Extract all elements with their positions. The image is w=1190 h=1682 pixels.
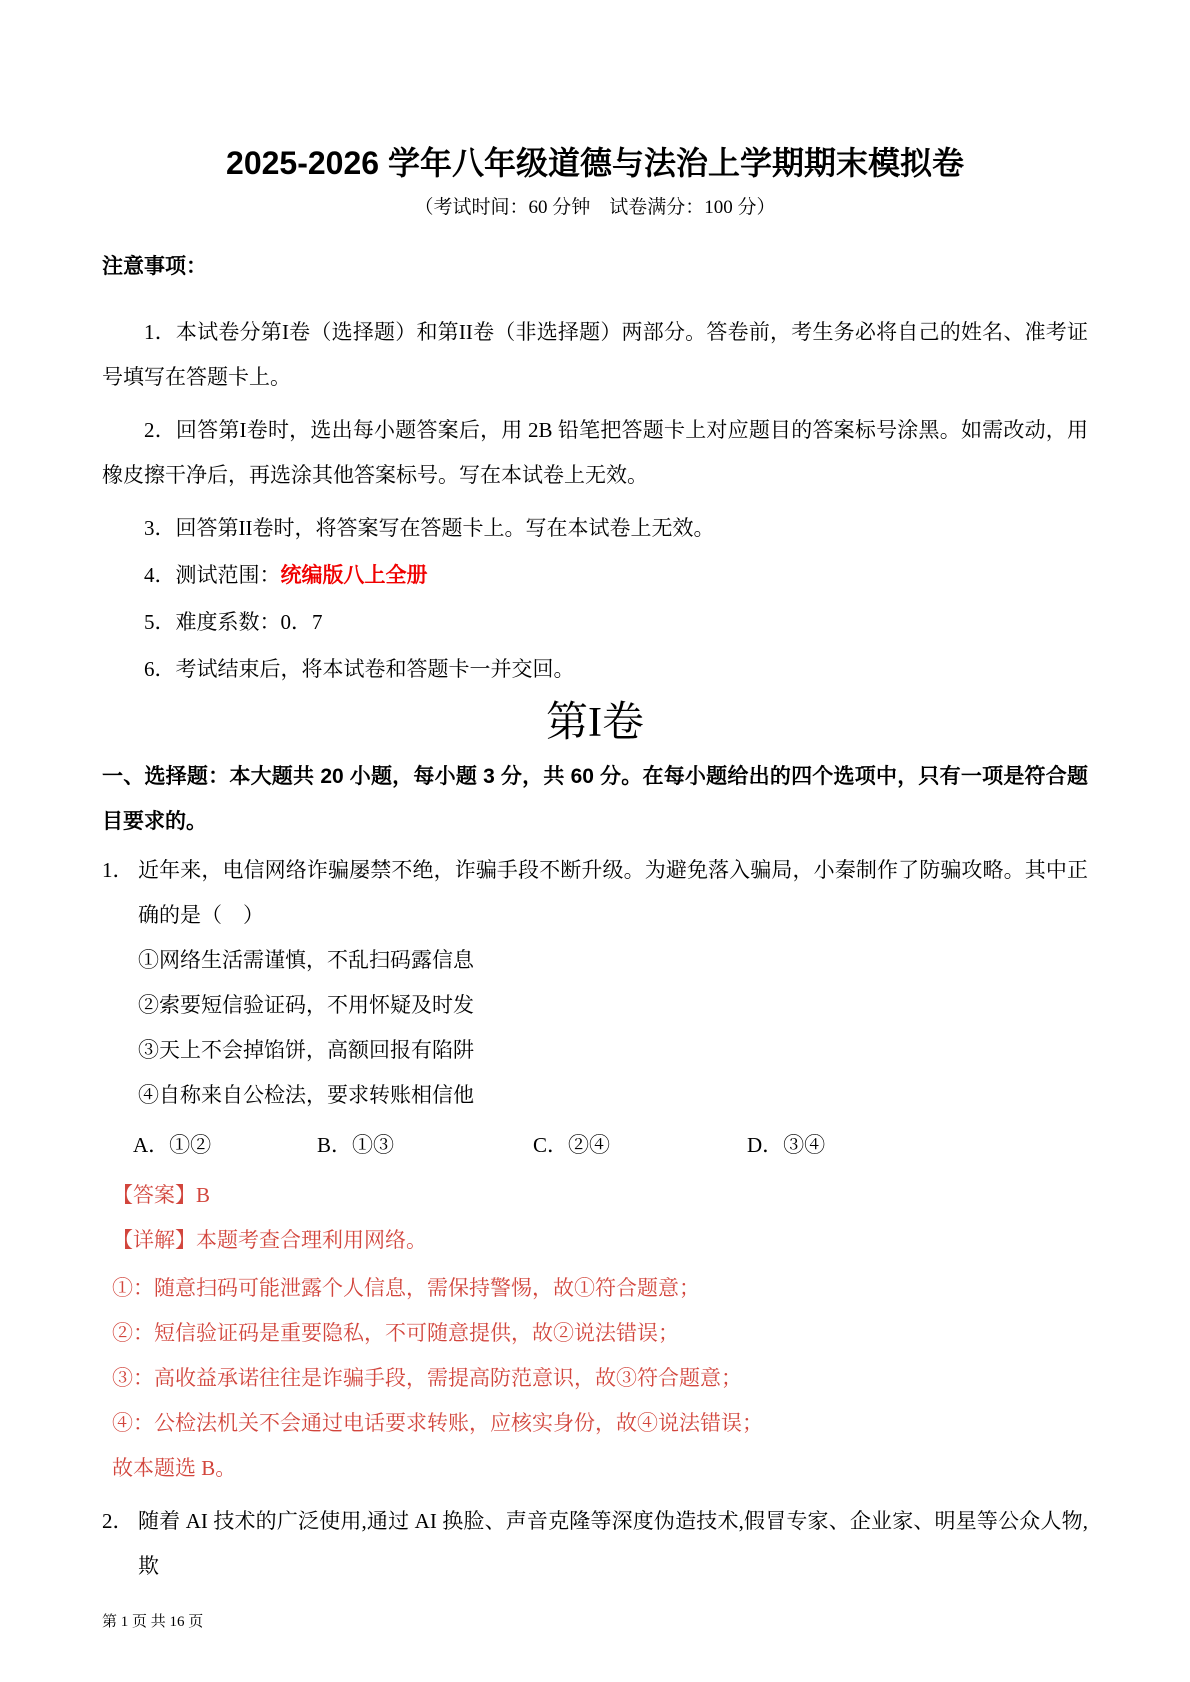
- analysis-line: [102, 1218, 1088, 1263]
- notice-label: 注意事项：: [102, 255, 207, 278]
- volume-heading: 第I卷: [546, 700, 644, 746]
- question-1-stem: [102, 848, 1088, 938]
- analysis-point-2: ②：短信验证码是重要隐私，不可随意提供，故②说法错误；: [112, 1321, 679, 1345]
- section-instructions: 一、选择题：本大题共 20 小题，每小题 3 分，共 60 分。在每小题给出的四个选项中，只有一项是符合题目要求的。: [102, 765, 1088, 833]
- page-title: 2025-2026 学年八年级道德与法治上学期期末模拟卷: [226, 145, 964, 181]
- page-footer: 第 1 页 共 16 页: [102, 1614, 204, 1630]
- exam-subtitle: （考试时间：60 分钟 试卷满分：100 分）: [414, 197, 776, 218]
- question-1-statement-4: ④自称来自公检法，要求转账相信他: [138, 1083, 474, 1107]
- analysis-intro: 本题考查合理利用网络。: [196, 1228, 427, 1252]
- analysis-conclusion: 故本题选 B。: [112, 1456, 237, 1480]
- analysis-point-3: ③：高收益承诺往往是诈骗手段，需提高防范意识，故③符合题意；: [112, 1366, 742, 1390]
- page-content: [102, 0, 1088, 1589]
- answer-line: [102, 1173, 1088, 1218]
- question-1-text: 近年来，电信网络诈骗屡禁不绝，诈骗手段不断升级。为避免落入骗局，小秦制作了防骗攻略。其中正确的是（ ）: [138, 858, 1088, 927]
- exam-scope-highlight: 统编版八上全册: [280, 563, 428, 587]
- choice-d: D．③④: [747, 1133, 826, 1157]
- question-2-text: 随着 AI 技术的广泛使用,通过 AI 换脸、声音克隆等深度伪造技术,假冒专家、企业家、明星等公众人物,欺: [138, 1509, 1088, 1578]
- question-1-statement-2: ②索要短信验证码，不用怀疑及时发: [138, 993, 474, 1017]
- notice-item-6: 6．考试结束后，将本试卷和答题卡一并交回。: [144, 657, 575, 681]
- notice-item-4-prefix: 4．测试范围：: [144, 563, 281, 587]
- notice-item-2: 2．回答第I卷时，选出每小题答案后，用 2B 铅笔把答题卡上对应题目的答案标号涂黑。如需改动，用橡皮擦干净后，再选涂其他答案标号。写在本试卷上无效。: [102, 418, 1088, 487]
- question-1-number: 1．: [102, 858, 134, 882]
- question-1-choices: [102, 1123, 1088, 1168]
- notice-item-1: 1．本试卷分第I卷（选择题）和第II卷（非选择题）两部分。答卷前，考生务必将自己的姓名、准考证号填写在答题卡上。: [102, 320, 1088, 389]
- analysis-point-4: ④：公检法机关不会通过电话要求转账，应核实身份，故④说法错误；: [112, 1411, 763, 1435]
- notice-item-4: [102, 553, 1088, 598]
- choice-b: B．①③: [317, 1133, 395, 1157]
- choice-c: C．②④: [533, 1133, 611, 1157]
- analysis-point-1: ①：随意扫码可能泄露个人信息，需保持警惕，故①符合题意；: [112, 1276, 700, 1300]
- answer-label: 【答案】: [112, 1183, 196, 1207]
- question-2-number: 2．: [102, 1509, 134, 1533]
- answer-value: B: [196, 1183, 211, 1207]
- question-1-statement-1: ①网络生活需谨慎，不乱扫码露信息: [138, 948, 474, 972]
- question-2-stem: [102, 1499, 1088, 1589]
- question-1-statement-3: ③天上不会掉馅饼，高额回报有陷阱: [138, 1038, 474, 1062]
- analysis-label: 【详解】: [112, 1228, 196, 1252]
- notice-item-3: 3．回答第II卷时，将答案写在答题卡上。写在本试卷上无效。: [144, 516, 715, 540]
- choice-a: A．①②: [133, 1133, 212, 1157]
- notice-item-5: 5．难度系数：0．7: [144, 610, 323, 634]
